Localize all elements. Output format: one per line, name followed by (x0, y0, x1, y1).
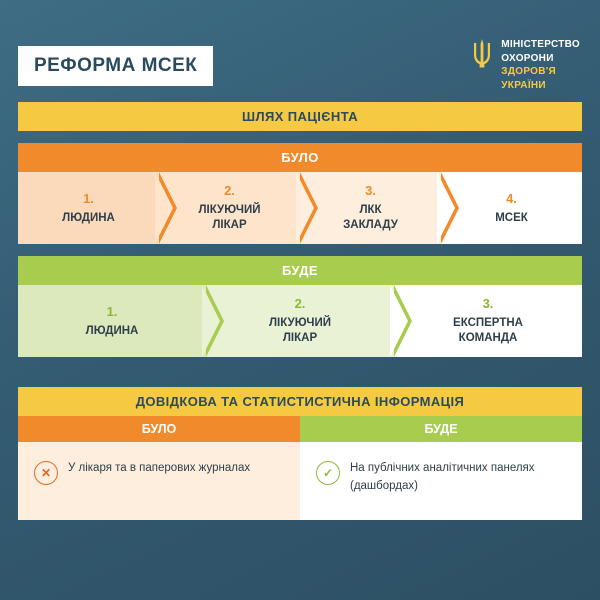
ministry-line-2: ОХОРОНИ (501, 52, 554, 64)
flow-step (394, 285, 582, 357)
info-body (18, 442, 582, 520)
step-number: 2. (294, 296, 306, 312)
step-number: 3. (482, 296, 494, 312)
step-number: 4. (506, 190, 517, 206)
step-label: ЛКК ЗАКЛАДУ (343, 204, 398, 231)
step-label: ЛЮДИНА (85, 324, 139, 337)
info-cell-before (18, 442, 300, 520)
info-section (18, 387, 582, 520)
before-section (18, 143, 582, 244)
patient-path-band: ШЛЯХ ПАЦІЄНТА (18, 102, 582, 131)
flow-step (18, 172, 159, 244)
flow-step (159, 172, 300, 244)
step-label: ЛІКУЮЧИЙ ЛІКАР (198, 204, 261, 231)
chevron-fill-icon (296, 172, 314, 244)
flow-step (206, 285, 394, 357)
ministry-line-1: МІНІСТЕРСТВО (501, 39, 580, 50)
flow-step (300, 172, 441, 244)
chevron-fill-icon (390, 285, 408, 357)
step-number: 1. (106, 303, 118, 319)
header (18, 18, 582, 90)
step-label: МСЕК (495, 211, 528, 224)
step-label: ЛІКУЮЧИЙ ЛІКАР (268, 317, 332, 344)
flow-step (441, 172, 582, 244)
info-text-before: У лікаря та в паперових журналах (68, 462, 251, 474)
after-band: БУДЕ (18, 256, 582, 285)
step-number: 2. (224, 183, 235, 199)
ministry-line-3: ЗДОРОВ'Я (501, 66, 556, 77)
step-number: 1. (83, 190, 94, 206)
flow-step (18, 285, 206, 357)
ministry-name (501, 38, 580, 92)
after-flow (18, 285, 582, 357)
before-band: БУЛО (18, 143, 582, 172)
check-circle-icon: ✓ (316, 461, 340, 485)
trident-icon (471, 38, 493, 70)
info-band: ДОВІДКОВА ТА СТАТИСТИСТИЧНА ІНФОРМАЦІЯ (18, 387, 582, 416)
info-header-after: БУДЕ (300, 416, 582, 442)
before-flow (18, 172, 582, 244)
cross-circle-icon: ✕ (34, 461, 58, 485)
ministry-logo (471, 38, 580, 92)
step-label: ЕКСПЕРТНА КОМАНДА (453, 317, 523, 344)
info-header-before: БУЛО (18, 416, 300, 442)
chevron-fill-icon (155, 172, 173, 244)
patient-path-section (18, 102, 582, 131)
info-cell-after (300, 442, 582, 520)
step-label: ЛЮДИНА (62, 211, 115, 224)
chevron-fill-icon (202, 285, 220, 357)
step-number: 3. (365, 183, 376, 199)
info-text-after: На публічних аналітичних панелях (дашбордах) (350, 462, 535, 492)
info-column-headers (18, 416, 582, 442)
ministry-line-4: УКРАЇНИ (501, 79, 546, 91)
after-section (18, 256, 582, 357)
page-title: РЕФОРМА МСЕК (18, 46, 213, 86)
chevron-fill-icon (437, 172, 455, 244)
